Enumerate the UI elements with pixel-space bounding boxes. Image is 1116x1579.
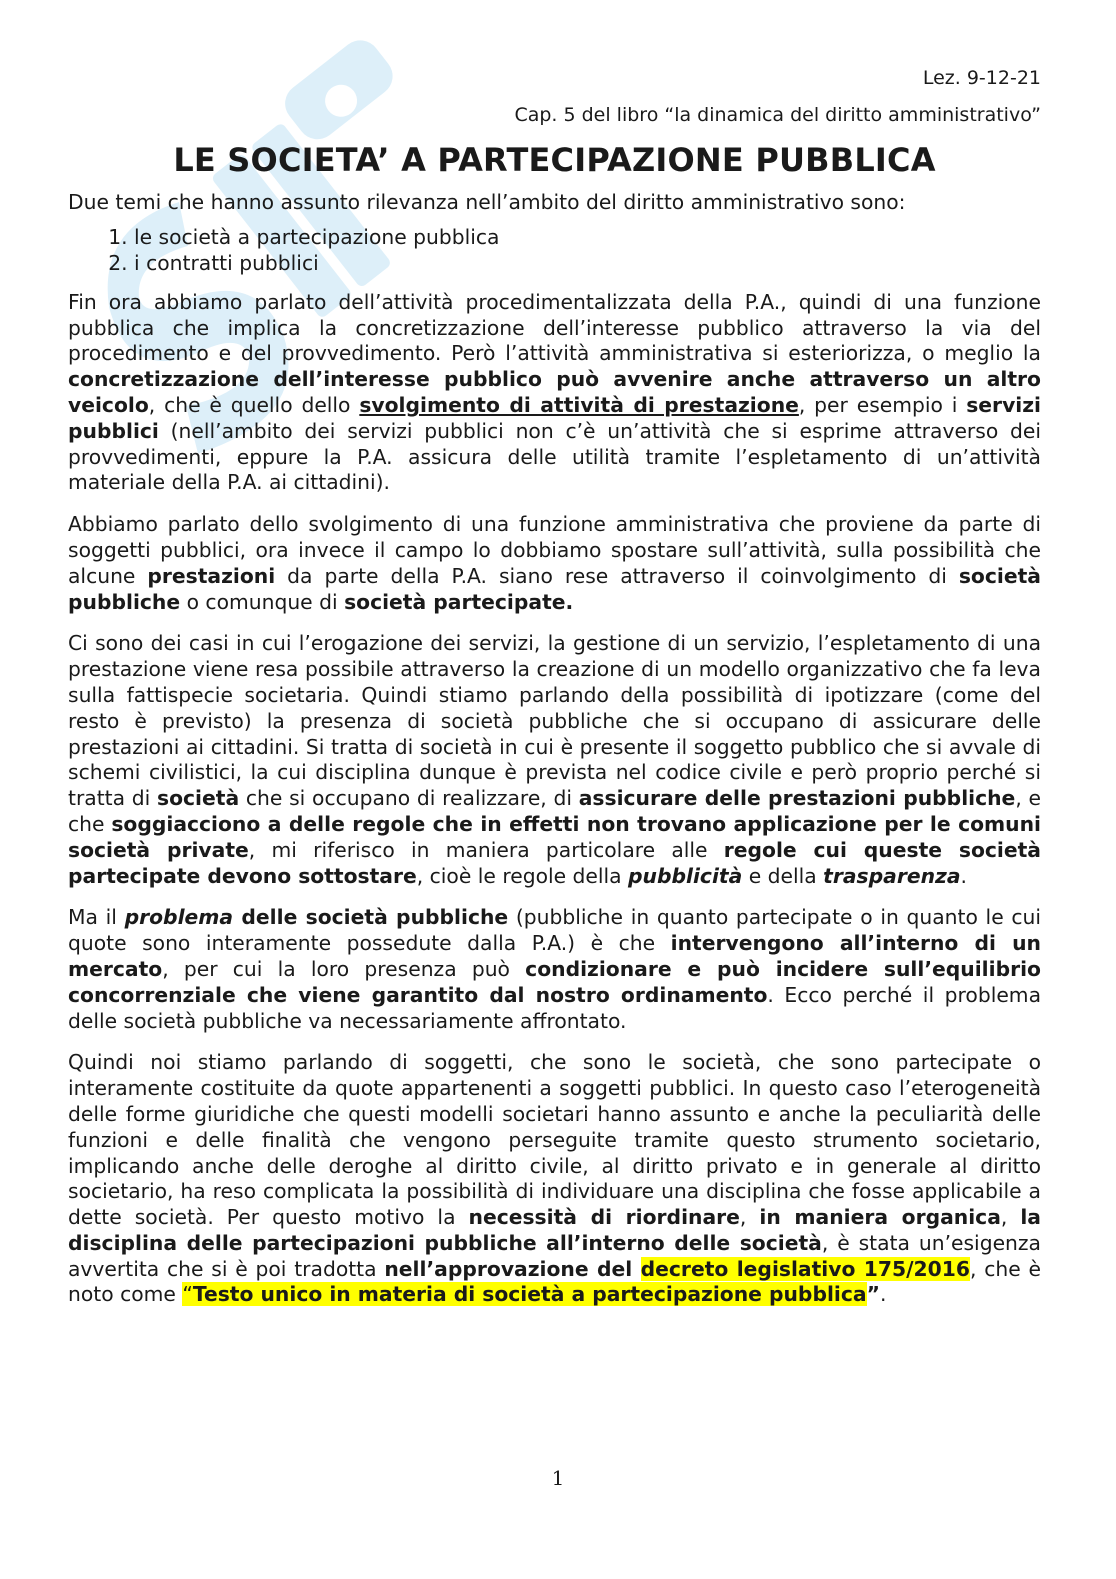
document-page — [68, 0, 1041, 1308]
highlight-decree: decreto legislativo 175/2016 — [640, 1256, 970, 1281]
paragraph-3: Ci sono dei casi in cui l’erogazione dei servizi, la gestione di un servizio, l’espletamento di una prestazione viene resa possibile attraverso la creazione di un modello organizzativo che fa leva sulla fattispecie societaria. Quindi stiamo parlando della possibilità di ipotizzare (come del resto è previsto) la presenza di società pubbliche che si occupano di assicurare delle prestazioni ai cittadini. Si tratta di società in cui è presente il soggetto pubblico che si avvale di schemi civilistici, la cui disciplina dunque è prevista nel codice civile e però proprio perché si tratta di società che si occupano di realizzare, di assicurare delle prestazioni pubbliche, e che soggiacciono a delle regole che in effetti non trovano applicazione per le comuni società private, mi riferisco in maniera particolare alle regole cui queste società partecipate devono sottostare, cioè le regole della pubblicità e della trasparenza. — [68, 631, 1041, 888]
highlight-testo-unico: Testo unico in materia di società a partecipazione pubblica — [192, 1282, 867, 1307]
chapter-reference: Cap. 5 del libro “la dinamica del diritto amministrativo” — [514, 104, 1041, 126]
paragraph-1: Fin ora abbiamo parlato dell’attività procedimentalizzata della P.A., quindi di una funzione pubblica che implica la concretizzazione dell’interesse pubblico attraverso la via del procedimento e del provvedimento. Però l’attività amministrativa si esteriorizza, o meglio la concretizzazione dell’interesse pubblico può avvenire anche attraverso un altro veicolo, che è quello dello svolgimento di attività di prestazione, per esempio i servizi pubblici (nell’ambito dei servizi pubblici non c’è un’attività che si esprime attraverso dei provvedimenti, eppure la P.A. assicura delle utilità tramite l’espletamento di un’attività materiale della P.A. ai cittadini). — [68, 289, 1041, 495]
intro-paragraph: Due temi che hanno assunto rilevanza nell’ambito del diritto amministrativo sono: — [68, 190, 906, 214]
page-number: 1 — [551, 1466, 565, 1490]
lesson-date: Lez. 9-12-21 — [922, 67, 1041, 89]
list-item: 1. le società a partecipazione pubblica — [134, 224, 1041, 250]
document-title: LE SOCIETA’ A PARTECIPAZIONE PUBBLICA — [173, 141, 936, 179]
paragraph-2: Abbiamo parlato dello svolgimento di una funzione amministrativa che proviene da parte di soggetti pubblici, ora invece il campo lo dobbiamo spostare sull’attività, sulla possibilità che alcune prestazioni da parte della P.A. siano rese attraverso il coinvolgimento di società pubbliche o comunque di società partecipate. — [68, 512, 1041, 614]
topics-list — [68, 224, 1041, 276]
paragraph-4: Ma il problema delle società pubbliche (pubbliche in quanto partecipate o in quanto le cui quote sono interamente possedute dalla P.A.) è che intervengono all’interno di un mercato, per cui la loro presenza può condizionare e può incidere sull’equilibrio concorrenziale che viene garantito dal nostro ordinamento. Ecco perché il problema delle società pubbliche va necessariamente affrontato. — [68, 905, 1041, 1033]
list-item: 2. i contratti pubblici — [134, 250, 1041, 276]
paragraph-5: Quindi noi stiamo parlando di soggetti, che sono le società, che sono partecipate o interamente costituite da quote appartenenti a soggetti pubblici. In questo caso l’eterogeneità delle forme giuridiche che questi modelli societari hanno assunto e anche la peculiarità delle funzioni e delle finalità che vengono perseguite tramite questo strumento societario, implicando anche delle deroghe al diritto civile, al diritto privato e in generale al diritto societario, ha reso complicata la possibilità di individuare una disciplina che fosse applicabile a dette società. Per questo motivo la necessità di riordinare, in maniera organica, la disciplina delle partecipazioni pubbliche all’interno delle società, è stata un’esigenza avvertita che si è poi tradotta nell’approvazione del decreto legislativo 175/2016, che è noto come “Testo unico in materia di società a partecipazione pubblica”. — [68, 1050, 1041, 1307]
